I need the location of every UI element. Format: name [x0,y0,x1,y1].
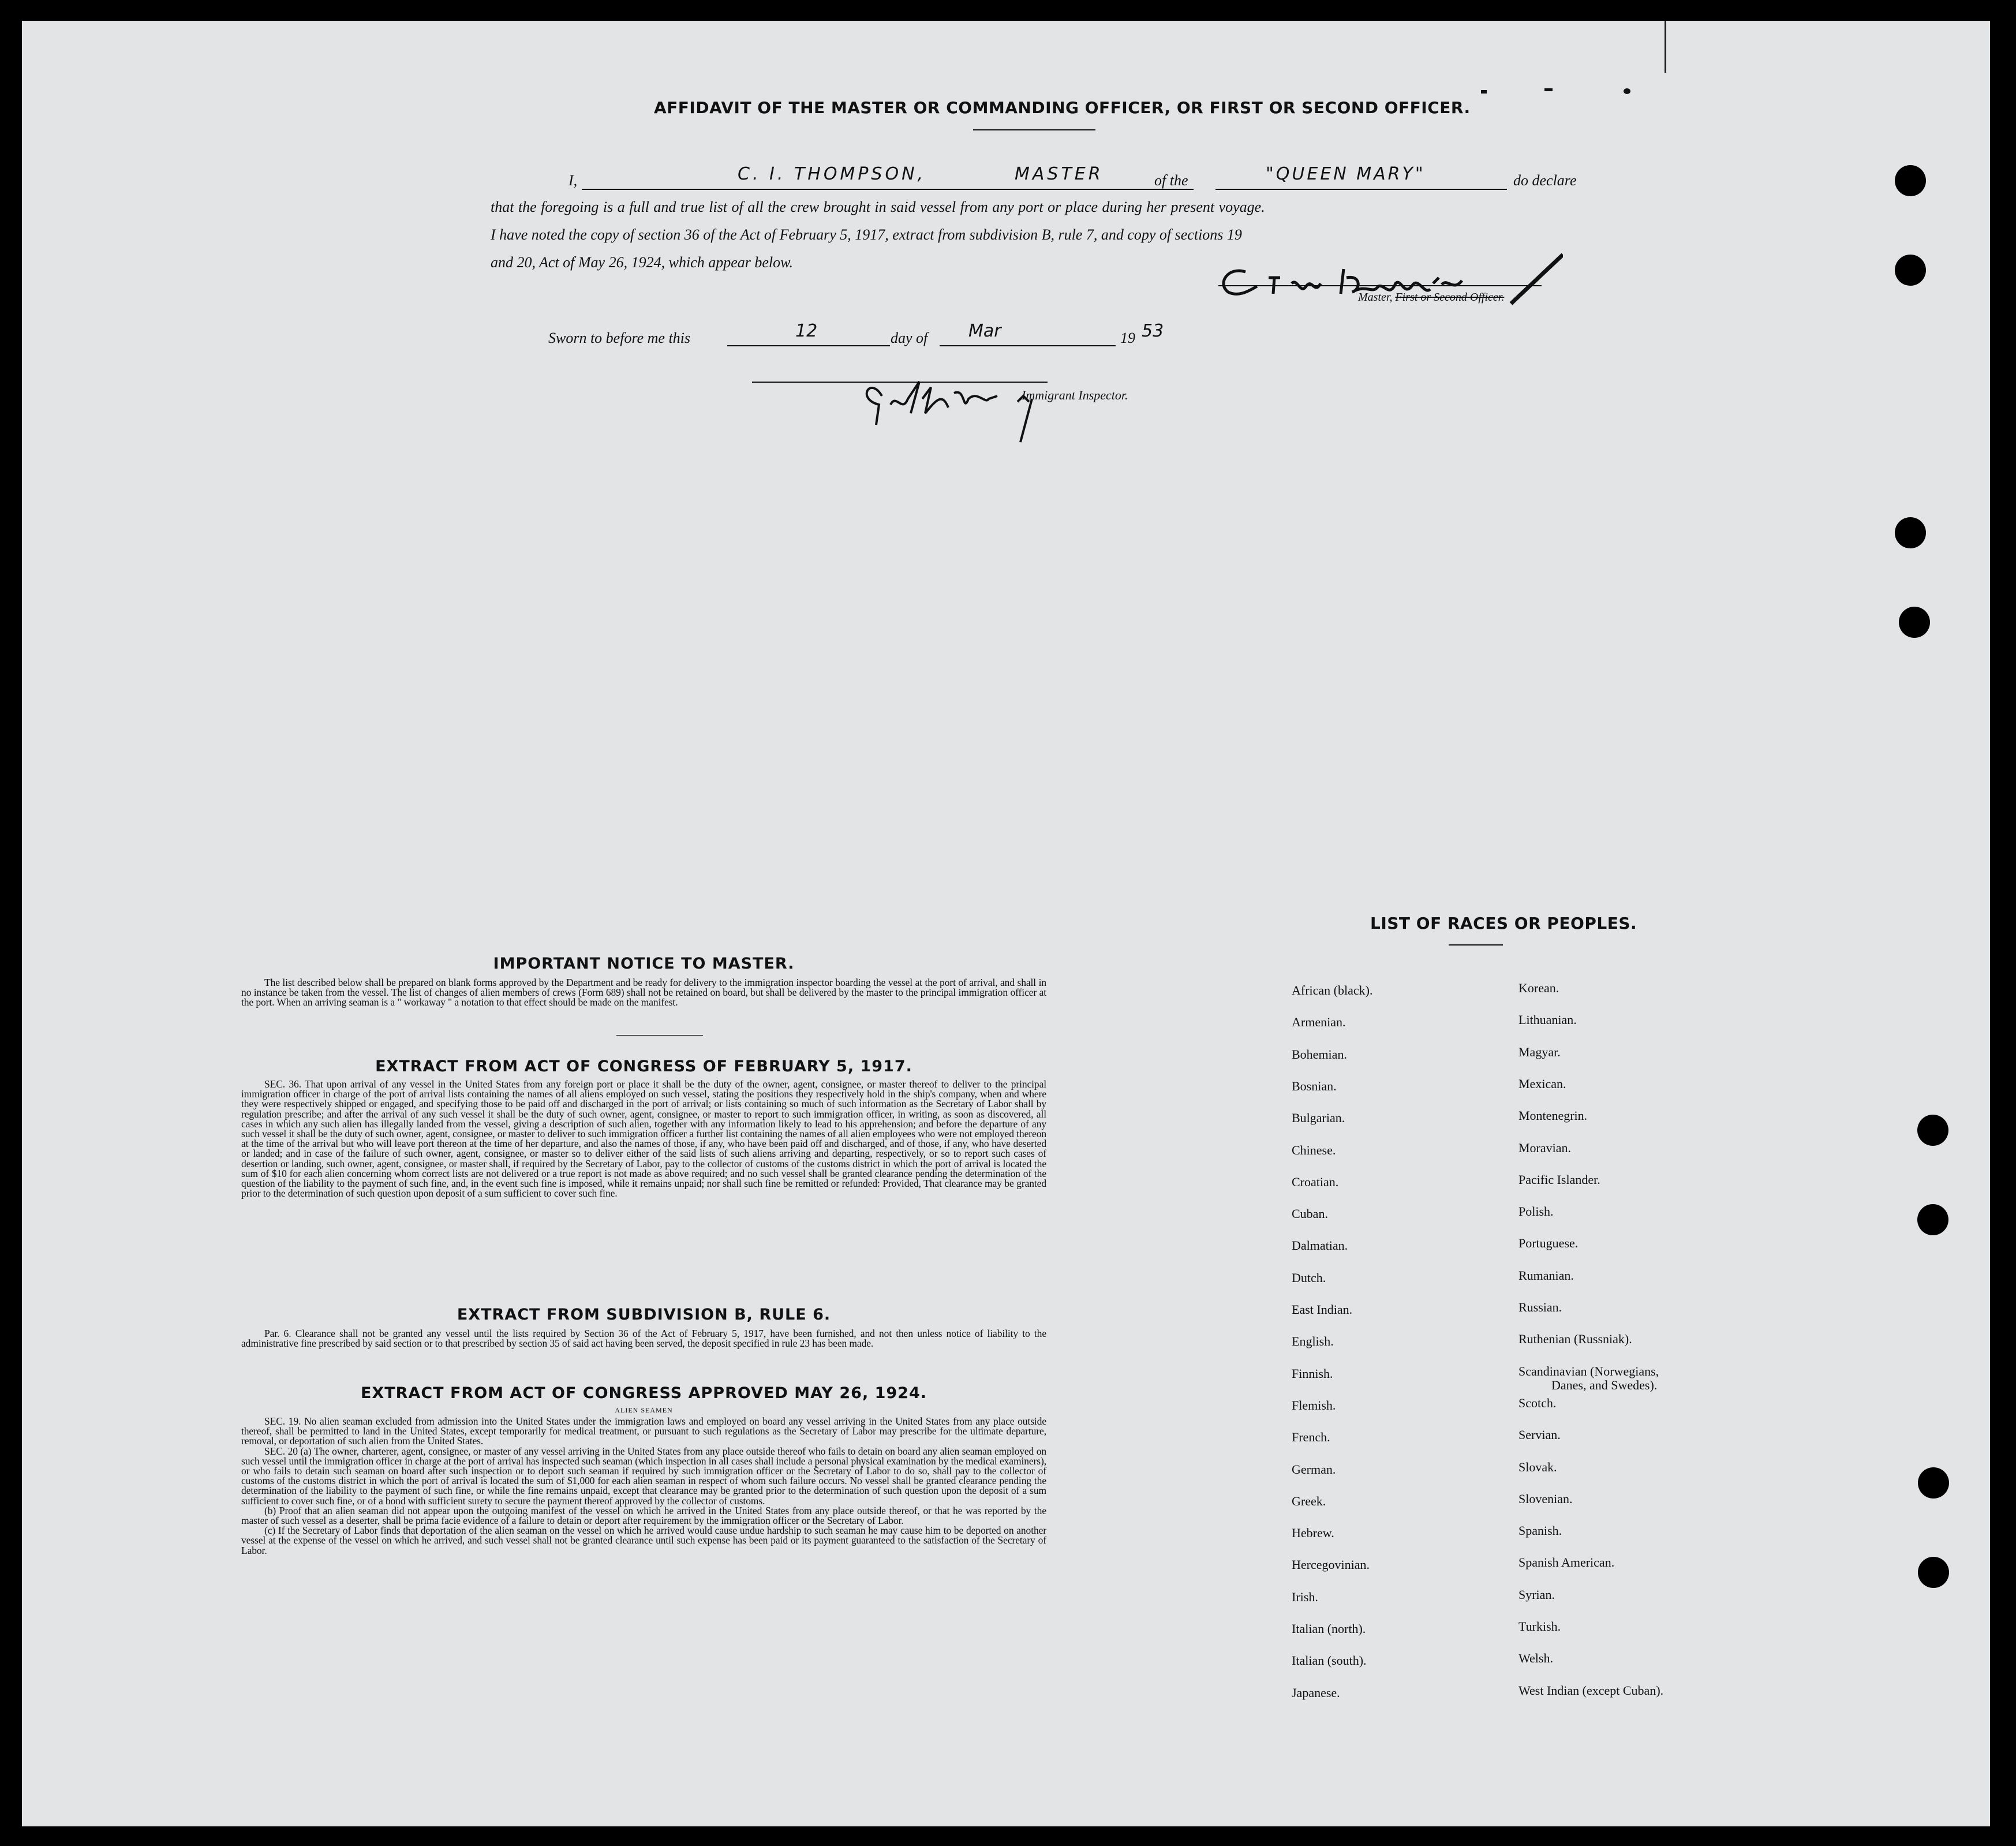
race-item: Slovenian. [1518,1491,1573,1506]
race-item: Rumanian. [1518,1268,1574,1283]
punch-hole [1895,255,1926,286]
race-item: Flemish. [1292,1397,1336,1412]
inspector-signature [769,358,1116,451]
edge-tick [1481,90,1487,94]
declaration-line-2: that the foregoing is a full and true list of all the crew brought in said vessel from any port or place during her present voyage. [491,199,1265,215]
race-item: Magyar. [1518,1044,1561,1059]
signature-role [1358,291,1504,304]
punch-hole [1917,1115,1948,1146]
title-underline [973,129,1095,130]
race-item: Dalmatian. [1292,1238,1348,1253]
race-item: Dutch. [1292,1270,1326,1285]
race-item: Welsh. [1518,1651,1553,1666]
notice-body [241,978,1046,1008]
sec-20b-text: (b) Proof that an alien seaman did not appear upon the outgoing manifest of the vessel on which he arrived in the United States from any place outside thereof, or that he was reported by the master of such vessel as a deserter, shall be prima facie evidence of a failure to detain or deport after requirement by the immigration officer or the Secretary of Labor. [241,1504,1046,1527]
rule-6-body [241,1329,1046,1348]
race-item: African (black). [1292,983,1373,997]
race-item: Syrian. [1518,1587,1555,1602]
of-the-label: of the [1154,172,1188,189]
race-item: Bulgarian. [1292,1111,1345,1126]
race-item: Lithuanian. [1518,1012,1577,1027]
declaration-line-4: and 20, Act of May 26, 1924, which appear below. [491,254,794,271]
race-item: Spanish American. [1518,1555,1615,1570]
do-declare-label: do declare [1513,172,1577,189]
master-signature [1205,243,1563,318]
race-item: Greek. [1292,1493,1326,1508]
race-item: Ruthenian (Russniak). [1518,1332,1632,1347]
extract-1924-title: EXTRACT FROM ACT OF CONGRESS APPROVED MAY 26, 1924. [360,1384,927,1402]
race-item: Bosnian. [1292,1078,1337,1093]
role-master: Master, [1358,291,1393,304]
sworn-day-handwritten: 12 [795,321,818,341]
inspector-label: Immigrant Inspector. [1022,388,1128,402]
vessel-name-handwritten: "QUEEN MARY" [1266,164,1426,184]
i-label: I, [568,172,578,189]
punch-hole [1899,607,1930,638]
race-item: Turkish. [1518,1619,1561,1634]
edge-tick [1544,88,1553,91]
race-item: Slovak. [1518,1459,1557,1474]
extract-1924-body [241,1417,1046,1556]
race-item: French. [1292,1430,1330,1445]
extract-1917-title: EXTRACT FROM ACT OF CONGRESS OF FEBRUARY 5, 1917. [375,1057,912,1075]
races-title: LIST OF RACES OR PEOPLES. [1370,914,1637,933]
sworn-month-handwritten: Mar [968,321,1001,341]
name-blank-line [582,189,1194,190]
punch-hole [1917,1204,1948,1235]
race-item: Scandinavian (Norwegians, [1518,1363,1659,1378]
race-item: Bohemian. [1292,1047,1347,1062]
vessel-blank-line [1215,189,1507,190]
race-item: Moravian. [1518,1140,1572,1155]
race-item: Spanish. [1518,1523,1562,1538]
year-handwritten: 53 [1142,321,1164,341]
notice-title: IMPORTANT NOTICE TO MASTER. [493,955,795,973]
year-prefix: 19 [1120,330,1135,346]
sec-20a-text: SEC. 20 (a) The owner, charterer, agent, consignee, or master of any vessel arriving in the United States from any place outside thereof who fails to detain on board any alien seaman employed on such vessel until the immigration officer in charge at the port of arrival has inspected such seaman (which inspection in all cases shall include a personal physical examination by the medical examiners), or who fails to detain such seaman on board after such inspection or to deport such seaman if required by such immigration officer or the Secretary of Labor to do so, shall pay to the collector of customs of the customs district in which the port of arrival is located the sum of $1,000 for each alien seaman in respect of whom such failure occurs. No vessel shall be granted clearance pending the determination of the liability to the payment of such fine, or while the fine remains unpaid, except that clearance may be granted prior to the determination of such question upon the deposit of a sum sufficient to cover such fine, or of a bond with sufficient surety to secure the payment thereof approved by the collector of customs. [241,1445,1046,1507]
race-item: Cuban. [1292,1206,1328,1221]
race-item: Pacific Islander. [1518,1172,1600,1187]
par-6-text: Par. 6. Clearance shall not be granted any vessel until the lists required by Section 36 of the Act of February 5, 1917, have been furnished, and not then unless notice of liability to the administrative fine prescribed by said section or to that prescribed by section 35 of said act having been served, the deposit specified in rule 23 has been made. [241,1328,1046,1350]
race-item: Armenian. [1292,1015,1346,1030]
master-name-handwritten: C. I. THOMPSON, [738,164,926,184]
race-item: Hercegovinian. [1292,1557,1370,1572]
race-item: Polish. [1518,1204,1554,1219]
race-item: West Indian (except Cuban). [1518,1683,1664,1698]
sworn-label: Sworn to before me this [548,330,691,346]
race-item: Danes, and Swedes). [1551,1377,1658,1392]
race-item: Korean. [1518,981,1559,995]
sec-20c-text: (c) If the Secretary of Labor finds that deportation of the alien seaman on the vessel on which he arrived would cause undue hardship to such seaman he may cause him to be deported on another vessel at the expense of the vessel on which he arrived, and such vessel shall not be granted clearance until such expense has been paid or its payment guaranteed to the satisfaction of the Secretary of Labor. [241,1524,1046,1556]
alien-seamen-subtitle: ALIEN SEAMEN [615,1406,673,1414]
race-item: Chinese. [1292,1142,1336,1157]
signature-line [1218,285,1542,286]
master-rank-handwritten: MASTER [1015,164,1104,184]
race-item: Russian. [1518,1300,1562,1314]
race-item: Servian. [1518,1428,1561,1443]
declaration-line-3: I have noted the copy of section 36 of the Act of February 5, 1917, extract from subdivision B, rule 7, and copy of sections 19 [491,226,1242,243]
race-item: Portuguese. [1518,1236,1579,1251]
punch-hole [1918,1467,1949,1499]
race-item: German. [1292,1462,1336,1477]
punch-hole [1895,165,1926,196]
race-item: Irish. [1292,1589,1318,1604]
affidavit-title: AFFIDAVIT OF THE MASTER OR COMMANDING OFFICER, OR FIRST OR SECOND OFFICER. [654,98,1471,117]
edge-tick [1624,88,1630,94]
race-item: Montenegrin. [1518,1108,1588,1123]
race-item: Croatian. [1292,1174,1339,1189]
notice-text: The list described below shall be prepared on blank forms approved by the Department and be ready for delivery to the immigration inspector boarding the vessel at the port of arrival, and shall in no instance be taken from the vessel. The list of changes of alien members of crews (Form 689) shall not be retained on board, but shall be delivered by the master to the principal immigration officer at the port. When an arriving seaman is a " workaway " a notation to that effect should be made on the manifest. [241,977,1046,1008]
extract-1917-body [241,1079,1046,1198]
sworn-day-line [727,345,890,346]
race-item: Hebrew. [1292,1526,1334,1541]
race-item: Finnish. [1292,1366,1333,1381]
race-item: Mexican. [1518,1076,1566,1091]
race-item: Scotch. [1518,1395,1557,1410]
race-item: Japanese. [1292,1685,1340,1700]
race-item: Italian (south). [1292,1653,1367,1668]
races-title-underline [1449,944,1503,946]
document-page [22,21,1990,1826]
fold-mark [1665,21,1666,73]
sworn-month-line [940,345,1116,346]
punch-hole [1895,517,1926,548]
sec-19-text: SEC. 19. No alien seaman excluded from admission into the United States under the immigration laws and employed on board any vessel arriving in the United States from any place outside thereof, shall be permitted to land in the United States, except temporarily for medical treatment, or pursuant to such regulations as the Secretary of Labor may prescribe for the ultimate departure, removal, or deportation of such alien from the United States. [241,1415,1046,1447]
notice-divider [616,1035,703,1036]
rule-6-title: EXTRACT FROM SUBDIVISION B, RULE 6. [457,1306,831,1324]
race-item: East Indian. [1292,1302,1353,1317]
race-item: English. [1292,1334,1334,1349]
day-of-label: day of [891,330,928,346]
punch-hole [1918,1557,1949,1588]
section-36-text: SEC. 36. That upon arrival of any vessel in the United States from any foreign port or place it shall be the duty of the owner, agent, consignee, or master thereof to deliver to the principal immigration officer in charge of the port of arrival lists containing the names of all aliens employed on such vessel, stating the positions they respectively hold in the ship's company, when and where they were respectively shipped or engaged, and specifying those to be paid off and discharged in the port of arrival; or lists containing so much of such information as the Secretary of Labor shall by regulation prescribe; and after the arrival of any such vessel it shall be the duty of such owner, agent, consignee, or master to report to such immigration officer, in writing, as soon as discovered, all cases in which any such alien has illegally landed from the vessel, giving a description of such alien, together with any information likely to lead to his apprehension; and before the departure of any such vessel it shall be the duty of such owner, agent, consignee, or master to deliver to such immigration officer a further list containing the names of all alien employees who were not employed thereon at the time of the arrival but who will leave port thereon at the time of her departure, and also the names of those, if any, who have been paid off and discharged, and of those, if any, who have deserted or landed; and in case of the failure of such owner, agent, consignee, or master so to deliver either of the said lists of such aliens arriving and departing, respectively, or so to report such cases of desertion or landing, such owner, agent, consignee, or master shall, if required by the Secretary of Labor, pay to the collector of customs of the customs district in which the port of arrival is located the sum of $10 for each alien concerning whom correct lists are not delivered or a true report is not made as above required; and no such vessel shall be granted clearance pending the determination of the question of the liability to the payment of such fine, and, in the event such fine is imposed, while it remains unpaid; nor shall such fine be remitted or refunded: Provided, That clearance may be granted prior to the determination of such question upon deposit of a sum sufficient to cover such fine. [241,1078,1046,1199]
inspector-signature-line [752,382,1048,383]
role-struck-officer: First or Second Officer. [1395,291,1505,304]
race-item: Italian (north). [1292,1621,1366,1636]
